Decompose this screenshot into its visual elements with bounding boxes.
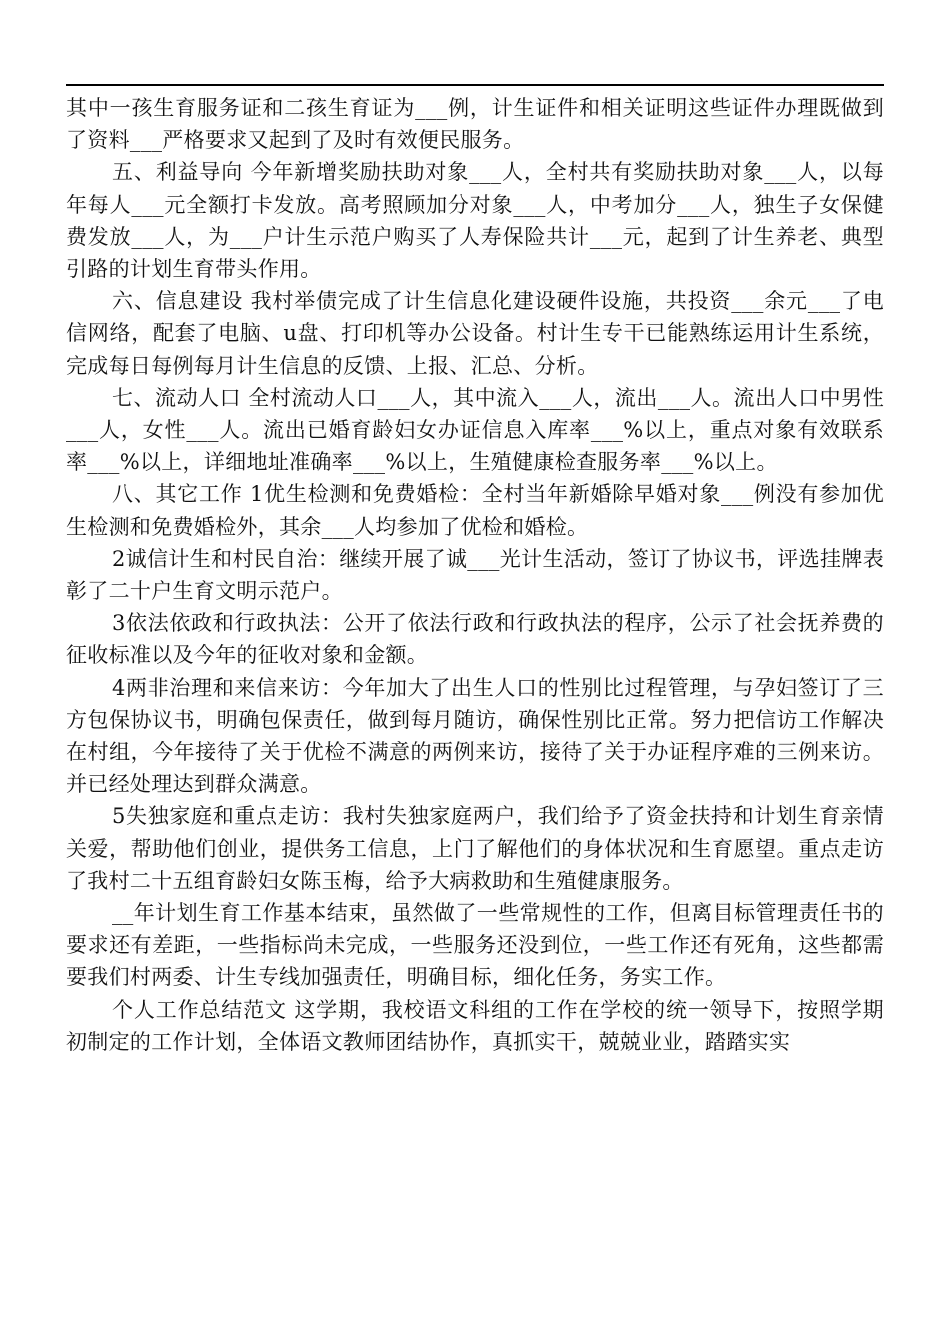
paragraph-other-work: 八、其它工作 1优生检测和免费婚检：全村当年新婚除早婚对象___例没有参加优生检测和免费婚检外，其余___人均参加了优检和婚检。	[66, 482, 884, 539]
paragraph-key-visits: 5失独家庭和重点走访：我村失独家庭两户，我们给予了资金扶持和计划生育亲情关爱，帮助他们创业，提供务工信息，上门了解他们的身体状况和生育愿望。重点走访了我村二十五组育龄妇女陈玉梅，给予大病救助和生殖健康服务。	[66, 804, 884, 893]
paragraph-petitions: 4两非治理和来信来访：今年加大了出生人口的性别比过程管理，与孕妇签订了三方包保协议书，明确包保责任，做到每月随访，确保性别比正常。努力把信访工作解决在村组，今年接待了关于优检不满意的两例来访，接待了关于办证程序难的三例来访。并已经处理达到群众满意。	[66, 675, 884, 797]
document-page	[66, 84, 884, 1058]
paragraph-certificates: 其中一孩生育服务证和二孩生育证为___例，计生证件和相关证明这些证件办理既做到了资料___严格要求又起到了及时有效便民服务。	[66, 96, 884, 153]
paragraph-floating-population: 七、流动人口 全村流动人口___人，其中流入___人，流出___人。流出人口中男性___人，女性___人。流出已婚育龄妇女办证信息入库率___%以上，重点对象有效联系率___%以上，详细地址准确率___%以上，生殖健康检查服务率___%以上。	[66, 385, 884, 475]
paragraph-year-summary: __年计划生育工作基本结束，虽然做了一些常规性的工作，但离目标管理责任书的要求还有差距，一些指标尚未完成，一些服务还没到位，一些工作还有死角，这些都需要我们村两委、计生专线加强责任，明确目标，细化任务，务实工作。	[66, 901, 884, 990]
paragraph-information: 六、信息建设 我村举债完成了计生信息化建设硬件设施，共投资___余元___了电信网络，配套了电脑、u盘、打印机等办公设备。村计生专干已能熟练运用计生系统，完成每日每例每月计生信息的反馈、上报、汇总、分析。	[66, 289, 884, 378]
paragraph-incentives: 五、利益导向 今年新增奖励扶助对象___人，全村共有奖励扶助对象___人，以每年每人___元全额打卡发放。高考照顾加分对象___人，中考加分___人，独生子女保健费发放___人，为___户计生示范户购买了人寿保险共计___元，起到了计生养老、典型引路的计划生育带头作用。	[66, 160, 884, 282]
paragraph-law-enforcement: 3依法依政和行政执法：公开了依法行政和行政执法的程序，公示了社会抚养费的征收标准以及今年的征收对象和金额。	[66, 611, 884, 668]
paragraph-personal-summary: 个人工作总结范文 这学期，我校语文科组的工作在学校的统一领导下，按照学期初制定的工作计划，全体语文教师团结协作，真抓实干，兢兢业业，踏踏实实	[66, 997, 884, 1054]
paragraph-integrity: 2诚信计生和村民自治：继续开展了诚___光计生活动，签订了协议书，评选挂牌表彰了二十户生育文明示范户。	[66, 546, 884, 604]
header-rule	[66, 84, 884, 86]
